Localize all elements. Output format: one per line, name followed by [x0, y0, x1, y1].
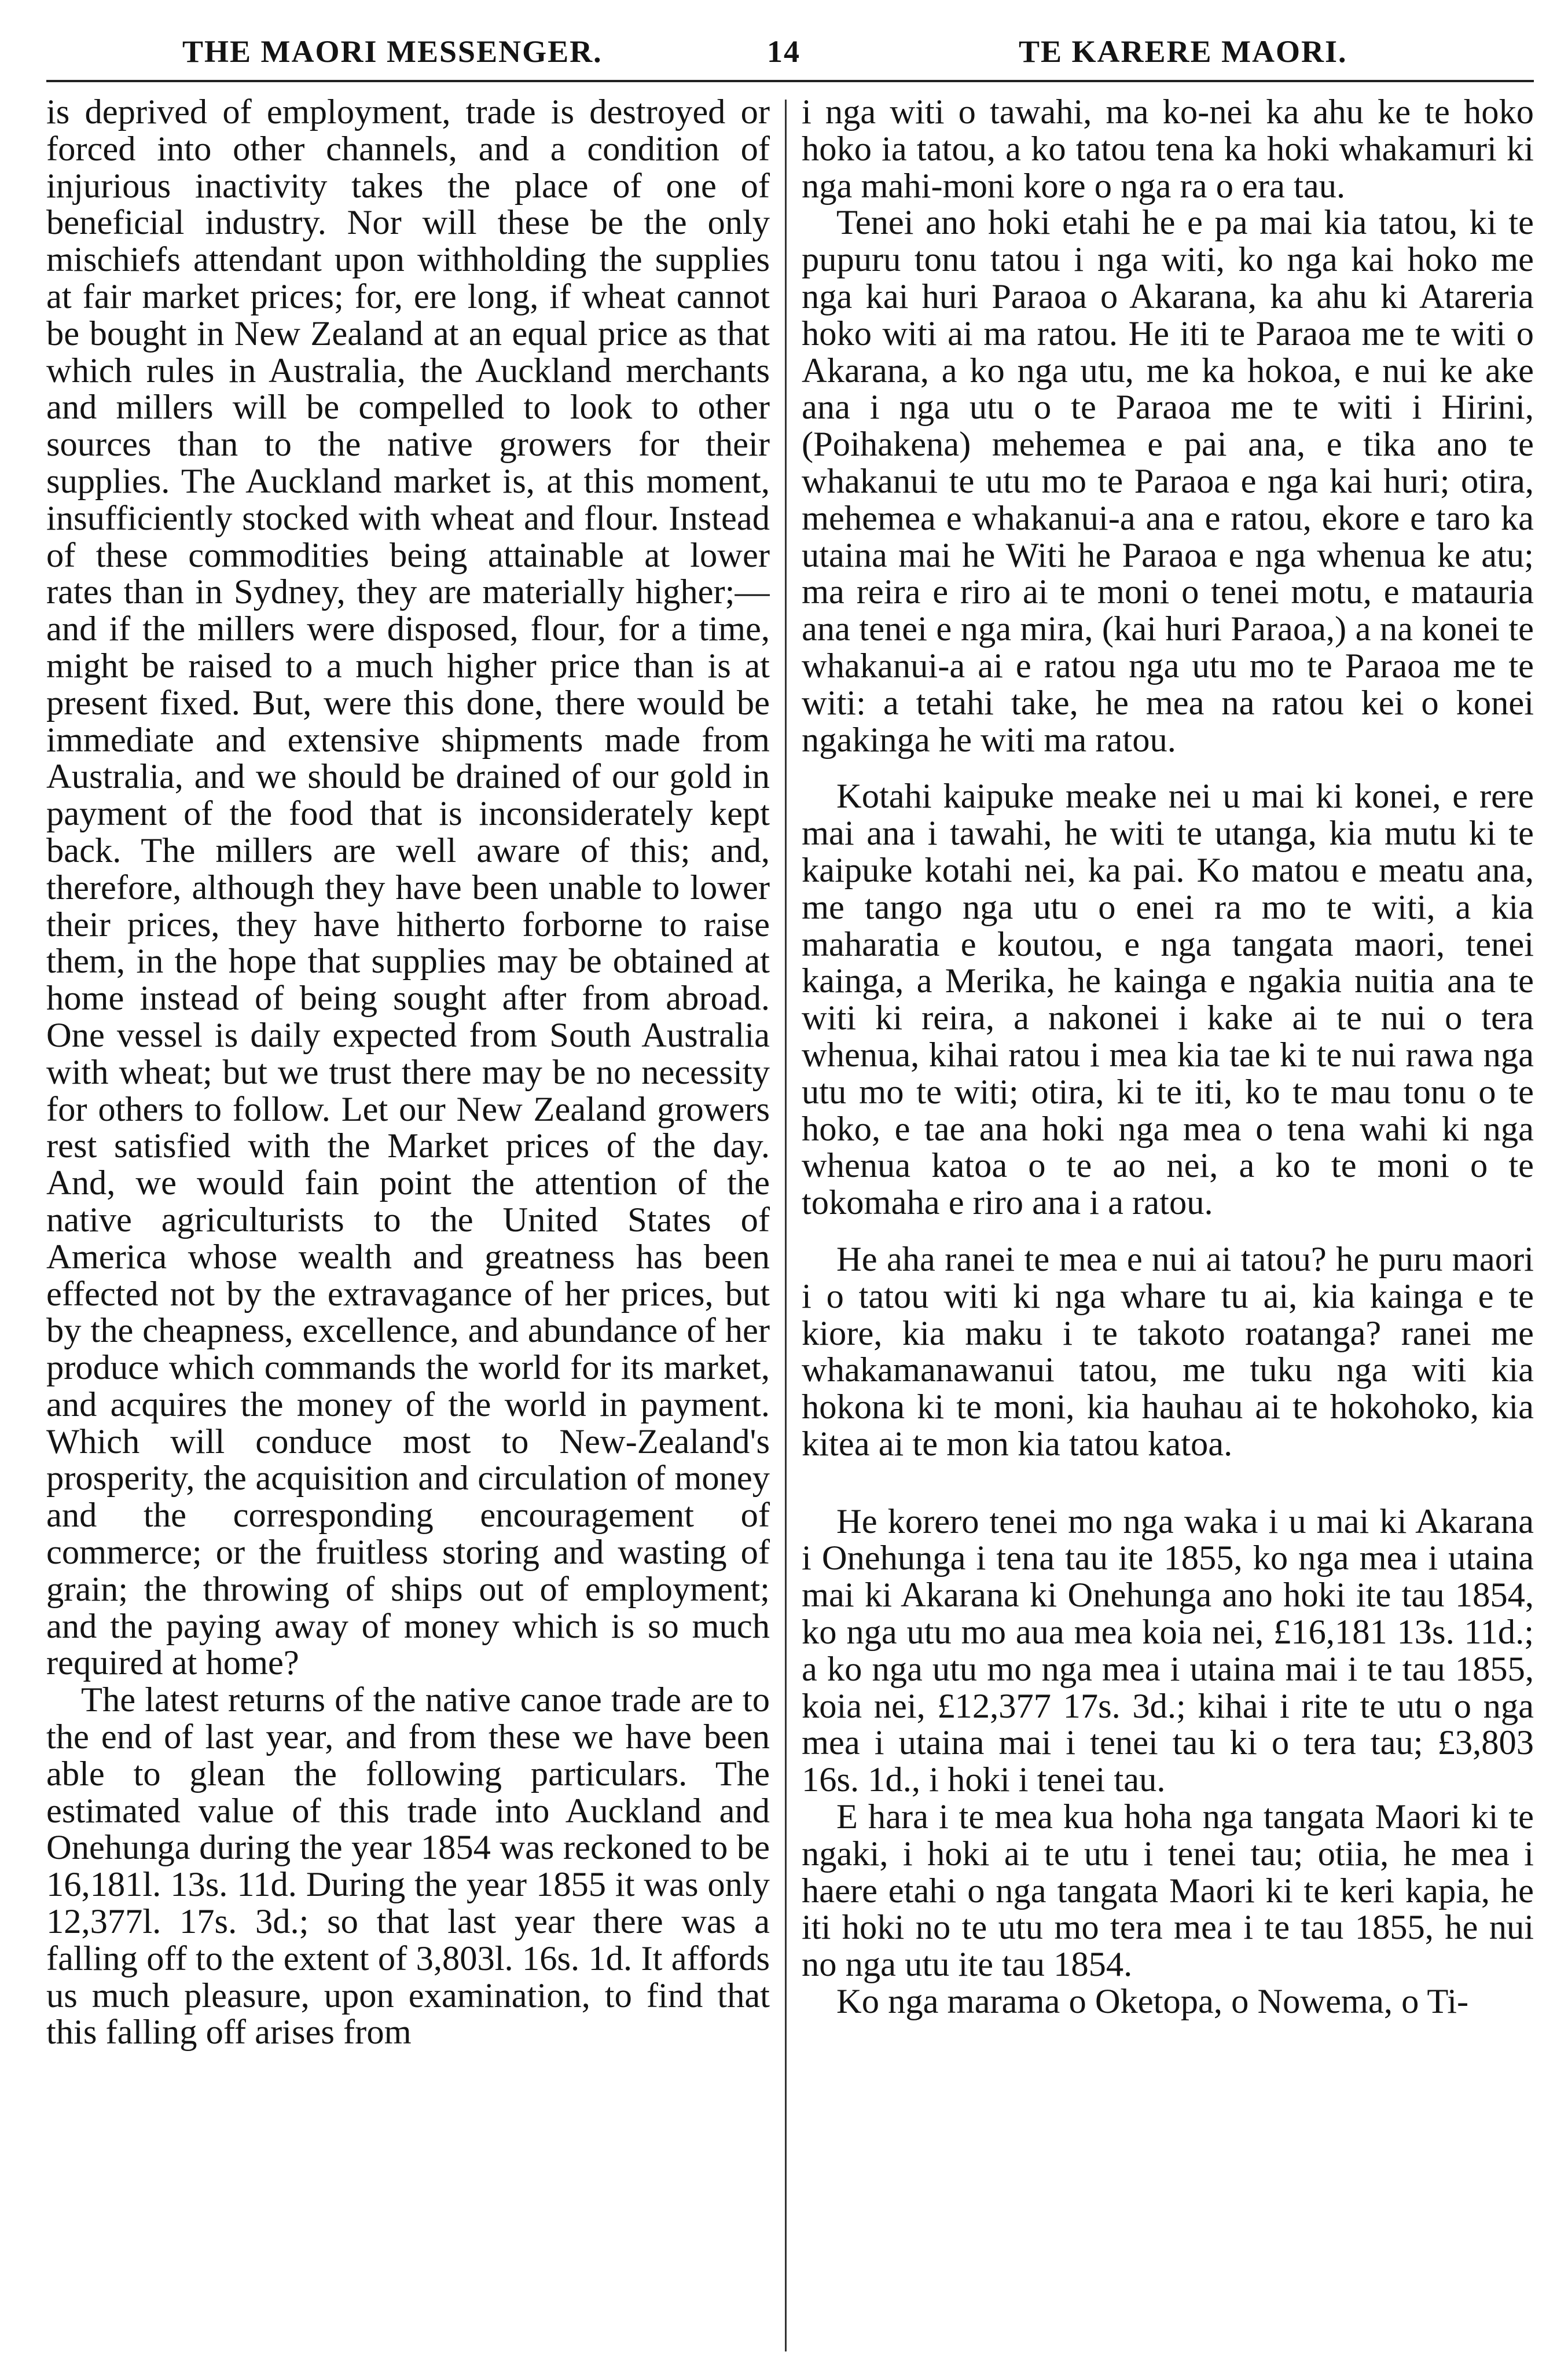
maori-paragraph: He korero tenei mo nga waka i u mai ki Akarana i Onehunga i tena tau ite 1855, ko nga mea i utaina mai ki Akarana ki Onehunga ano hoki ite tau 1854, ko nga utu mo aua mea koia nei, £16,181 13s. 11d.; a ko nga utu mo nga mea i utaina mai i te tau 1855, koia nei, £12,377 17s. 3d.; kihai i rite te utu o nga mea i utaina mai i tenei tau ki o tera tau; £3,803 16s. 1d., i hoki i tenei tau. — [802, 1502, 1534, 1800]
maori-masthead-title: TE KARERE MAORI. — [1019, 34, 1347, 69]
maori-paragraph: Tenei ano hoki etahi he e pa mai kia tatou, ki te pupuru tonu tatou i nga witi, ko nga kai hoko me nga kai huri Paraoa o Akarana, ka ahu ki Atareria hoko witi ai ma ratou. He iti te Paraoa me te witi o Akarana, a ko nga utu, me ka hokoa, e nui ke ake ana i nga utu o te Paraoa me te witi i Hirini, (Poihakena) mehemea e pai ana, e tika ano te whakanui te utu mo te Paraoa e nga kai huri; otira, mehemea e whakanui-a ana e ratou, ekore e taro ka utaina mai he Witi he Paraoa e nga whenua ke atu; ma reira e riro ai te moni o tenei motu, e matauria ana tenei e nga mira, (kai huri Paraoa,) a na konei te whakanui-a ai e ratou nga utu mo te Paraoa me te witi: a tetahi take, he mea na ratou kei o konei ngakinga he witi ma ratou. — [802, 203, 1534, 760]
english-paragraph: The latest returns of the native canoe trade are to the end of last year, and from these we have been able to glean the following particulars. The estimated value of this trade into Auckland and Onehunga during the year 1854 was reckoned to be 16,181l. 13s. 11d. During the year 1855 it was only 12,377l. 17s. 3d.; so that last year there was a falling off to the extent of 3,803l. 16s. 1d. It affords us much pleasure, upon examination, to find that this falling off arises from — [46, 1681, 770, 2052]
maori-paragraph: E hara i te mea kua hoha nga tangata Maori ki te ngaki, i hoki ai te utu i tenei tau; otiia, he mea i haere etahi o nga tangata Maori ki te keri kapia, he iti hoki no te utu mo tera mea i te tau 1855, he nui no nga utu ite tau 1854. — [802, 1797, 1534, 1984]
english-paragraph: is deprived of employment, trade is destroyed or forced into other channels, and a condition of injurious inactivity takes the place of one of beneficial industry. Nor will these be the only mischiefs attendant upon withholding the supplies at fair market prices; for, ere long, if wheat cannot be bought in New Zealand at an equal price as that which rules in Australia, the Auckland merchants and millers will be compelled to look to other sources than to the native growers for their supplies. The Auckland market is, at this moment, insufficiently stocked with wheat and flour. Instead of these commodities being attainable at lower rates than in Sydney, they are materially higher;—and if the millers were disposed, flour, for a time, might be raised to a much higher price than is at present fixed. But, were this done, there would be immediate and extensive shipments made from Australia, and we should be drained of our gold in payment of the food that is inconsiderately kept back. The millers are well aware of this; and, therefore, although they have been unable to lower their prices, they have hitherto forborne to raise them, in the hope that supplies may be obtained at home instead of being sought after from abroad. One vessel is daily expected from South Australia with wheat; but we trust there may be no necessity for others to follow. Let our New Zealand growers rest satisfied with the Market prices of the day. And, we would fain point the attention of the native agriculturists to the United States of America whose wealth and greatness has been effected not by the extravagance of her prices, but by the cheapness, excellence, and abundance of her produce which commands the world for its market, and acquires the money of the world in payment. Which will conduce most to New-Zealand's prosperity, the acquisition and circulation of money and the corresponding encouragement of commerce; or the fruitless storing and wasting of grain; the throwing of ships out of employment; and the paying away of money which is so much required at home? — [46, 94, 770, 1683]
maori-paragraph: i nga witi o tawahi, ma ko-nei ka ahu ke te hoko hoko ia tatou, a ko tatou tena ka hoki whakamuri ki nga mahi-moni kore o nga ra o era tau. — [802, 94, 1534, 206]
maori-paragraph: He aha ranei te mea e nui ai tatou? he puru maori i o tatou witi ki nga whare tu ai, kia kainga e te kiore, kia maku i te takoto roatanga? ranei me whakamanawanui tatou, me tuku nga witi kia hokona ki te moni, kia hauhau ai te hokohoko, kia kitea ai te mon kia tatou katoa. — [802, 1239, 1534, 1463]
header-rule — [46, 80, 1534, 82]
english-column — [46, 94, 770, 2357]
english-masthead-title: THE MAORI MESSENGER. — [182, 34, 603, 69]
text-columns — [46, 94, 1534, 2357]
maori-paragraph: Kotahi kaipuke meake nei u mai ki konei, e rere mai ana i tawahi, he witi te utanga, kia mutu ki te kaipuke kotahi nei, ka pai. Ko matou e meatu ana, me tango nga utu o enei ra mo te witi, a kia maharatia e koutou, e nga tangata maori, tenei kainga, a Merika, he kainga e ngakia nuitia ana te witi ki reira, a nakonei i kake ai te nui o tera whenua, kihai ratou i mea kia tae ki te nui rawa nga utu mo te witi; otira, ki te iti, ko te mau tonu o te hoko, e tae ana hoki nga mea o tena wahi ki nga whenua katoa o te ao nei, a ko te moni o te tokomaha e riro ana i a ratou. — [802, 777, 1534, 1223]
page-header — [41, 23, 1527, 76]
maori-column — [802, 94, 1534, 2357]
maori-paragraph: Ko nga marama o Oketopa, o Nowema, o Ti- — [836, 1982, 1469, 2022]
column-divider — [785, 100, 787, 2351]
page-number: 14 — [767, 34, 800, 69]
